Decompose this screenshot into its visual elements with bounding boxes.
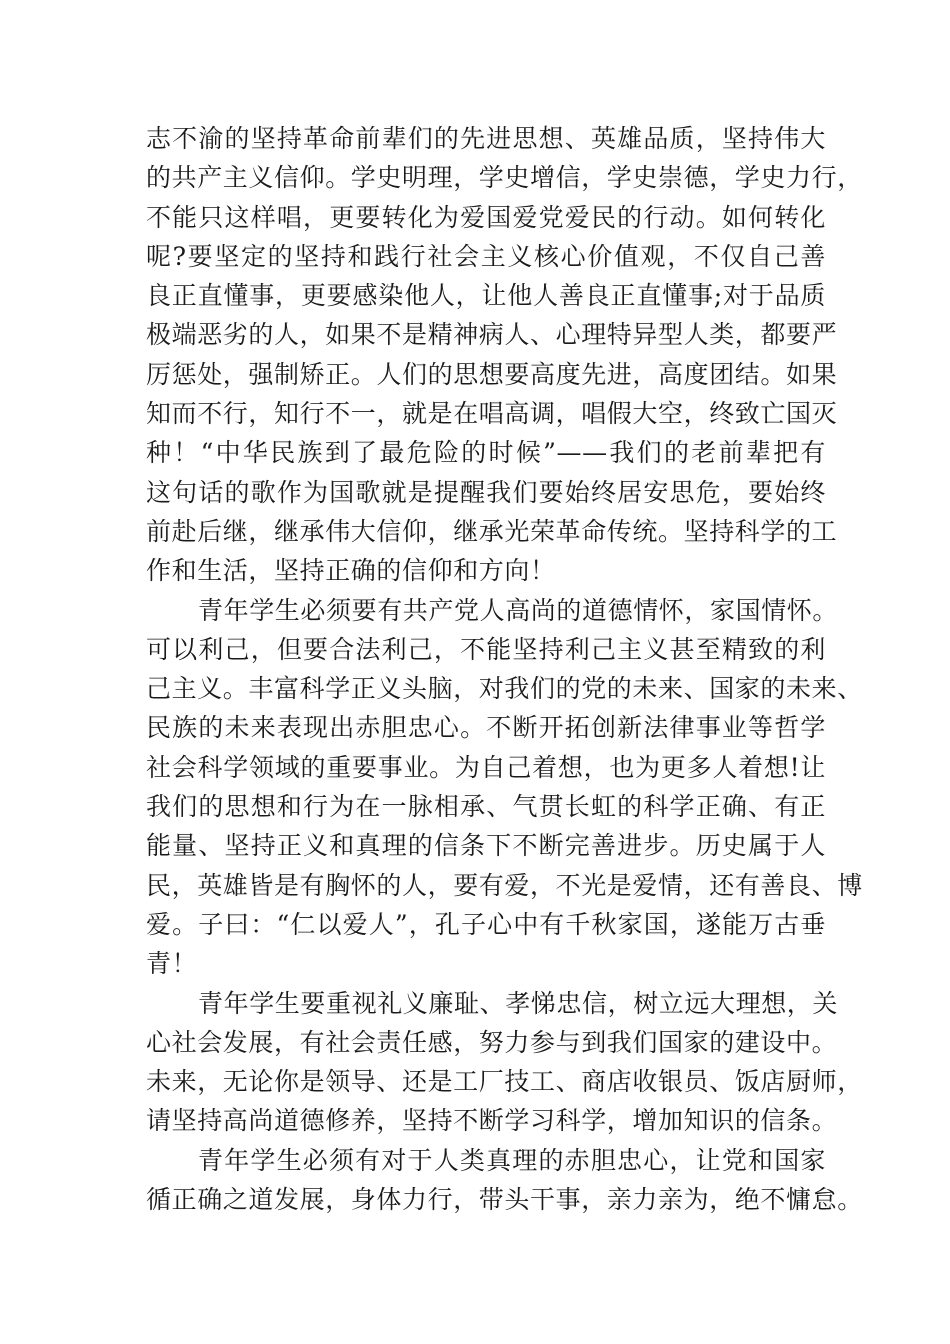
text-line: 青年学生要重视礼义廉耻、孝悌忠信，树立远大理想，关 — [198, 988, 839, 1018]
text-line: 前赴后继，继承伟大信仰，继承光荣革命传统。坚持科学的工 — [146, 516, 838, 546]
text-line: 能量、坚持正义和真理的信条下不断完善进步。历史属于人 — [146, 831, 826, 861]
text-line: 的共产主义信仰。学史明理，学史增信，学史崇德，学史力行， — [146, 163, 863, 193]
text-line: 己主义。丰富科学正义头脑，对我们的党的未来、国家的未来、 — [146, 674, 863, 704]
text-line: 志不渝的坚持革命前辈们的先进思想、英雄品质，坚持伟大 — [146, 124, 826, 153]
text-line: 民族的未来表现出赤胆忠心。不断开拓创新法律事业等哲学 — [146, 713, 826, 743]
text-line: 良正直懂事，更要感染他人，让他人善良正直懂事;对于品质 — [146, 281, 826, 311]
text-line: 极端恶劣的人，如果不是精神病人、心理特异型人类，都要严 — [146, 320, 838, 350]
text-line: 爱。子曰：“仁以爱人”，孔子心中有千秋家国，遂能万古垂 — [146, 909, 826, 939]
text-line: 青！ — [146, 949, 198, 979]
text-line: 民，英雄皆是有胸怀的人，要有爱，不光是爱情，还有善良、博 — [146, 870, 863, 900]
text-line: 呢?要坚定的坚持和践行社会主义核心价值观，不仅自己善 — [146, 241, 826, 271]
text-line: 厉惩处，强制矫正。人们的思想要高度先进，高度团结。如果 — [146, 359, 838, 389]
paragraph-3 — [146, 984, 863, 1141]
text-line: 社会科学领域的重要事业。为自己着想，也为更多人着想!让 — [146, 752, 826, 782]
text-line: 未来，无论你是领导、还是工厂技工、商店收银员、饭店厨师， — [146, 1067, 863, 1097]
text-line: 种！“中华民族到了最危险的时候”——我们的老前辈把有 — [146, 438, 826, 468]
text-line: 这句话的歌作为国歌就是提醒我们要始终居安思危，要始终 — [146, 477, 826, 507]
text-line: 作和生活，坚持正确的信仰和方向！ — [146, 556, 556, 586]
text-line: 不能只这样唱，更要转化为爱国爱党爱民的行动。如何转化 — [146, 202, 826, 232]
paragraph-4 — [146, 1141, 863, 1220]
text-line: 请坚持高尚道德修养，坚持不断学习科学，增加知识的信条。 — [146, 1106, 838, 1136]
text-line: 知而不行，知行不一，就是在唱高调，唱假大空，终致亡国灭 — [146, 399, 838, 429]
body-text — [146, 119, 863, 1219]
paragraph-1 — [146, 119, 863, 591]
text-line: 我们的思想和行为在一脉相承、气贯长虹的科学正确、有正 — [146, 792, 826, 822]
text-line: 心社会发展，有社会责任感，努力参与到我们国家的建设中。 — [146, 1027, 838, 1057]
text-line: 青年学生必须要有共产党人高尚的道德情怀，家国情怀。 — [198, 595, 839, 625]
text-line: 青年学生必须有对于人类真理的赤胆忠心，让党和国家 — [198, 1145, 826, 1175]
text-line: 可以利己，但要合法利己，不能坚持利己主义甚至精致的利 — [146, 634, 826, 664]
text-line: 循正确之道发展，身体力行，带头干事，亲力亲为，绝不慵怠。 — [146, 1185, 863, 1215]
paragraph-2 — [146, 591, 863, 984]
